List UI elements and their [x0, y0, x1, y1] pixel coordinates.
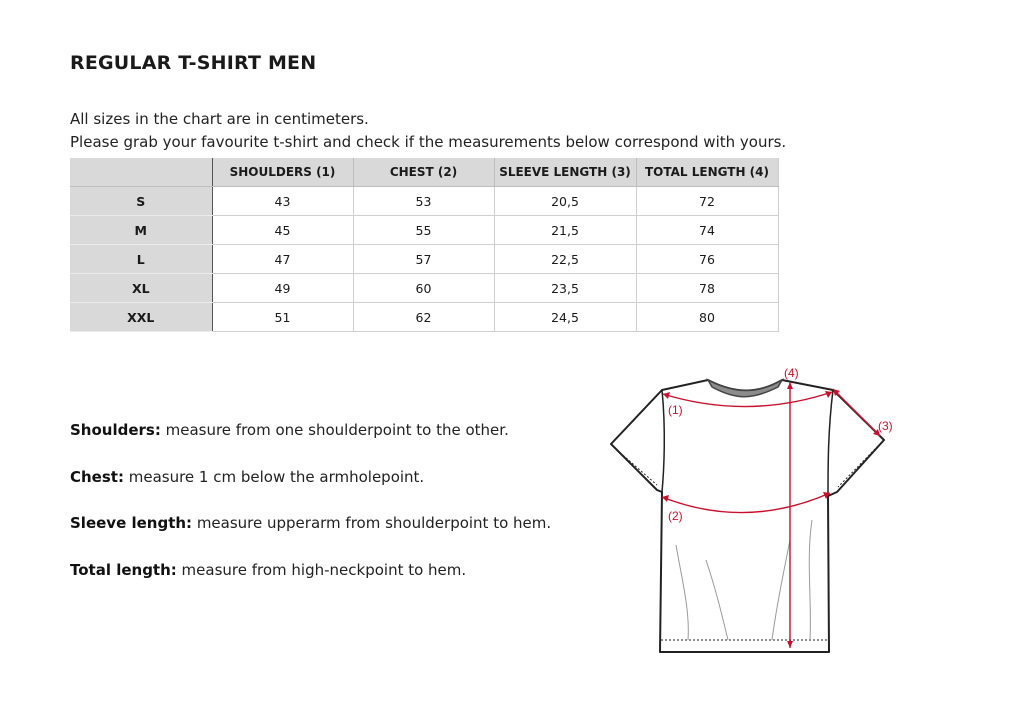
definition-term: Shoulders: [70, 421, 161, 439]
table-cell: 57 [353, 245, 494, 274]
table-cell: 21,5 [494, 216, 636, 245]
intro-line-1: All sizes in the chart are in centimeters. [70, 110, 369, 128]
table-header-row [70, 158, 778, 187]
chest-label: (2) [668, 509, 683, 523]
shoulders-label: (1) [668, 403, 683, 417]
length-label: (4) [784, 366, 799, 380]
definition-shoulders [70, 421, 590, 468]
sleeve-label: (3) [878, 419, 893, 433]
table-cell: 74 [636, 216, 778, 245]
table-cell: 55 [353, 216, 494, 245]
table-cell: 53 [353, 187, 494, 216]
table-cell: 43 [212, 187, 353, 216]
table-cell: 23,5 [494, 274, 636, 303]
table-cell: 78 [636, 274, 778, 303]
intro-text [70, 108, 786, 154]
size-label: XL [70, 274, 212, 303]
table-cell: 20,5 [494, 187, 636, 216]
table-cell: 49 [212, 274, 353, 303]
definition-term: Total length: [70, 560, 177, 579]
definition-sleeve-length [70, 514, 590, 561]
definition-text: measure 1 cm below the armholepoint. [123, 467, 425, 486]
table-cell: 62 [353, 303, 494, 332]
table-cell: 60 [353, 274, 494, 303]
definition-text: measure from high-neckpoint to hem. [176, 560, 467, 579]
table-cell: 76 [636, 245, 778, 274]
table-row [70, 187, 778, 216]
size-label: L [70, 245, 212, 274]
definition-text: measure from one shoulderpoint to the other. [160, 421, 509, 439]
size-label: M [70, 216, 212, 245]
table-row [70, 245, 778, 274]
table-cell: 51 [212, 303, 353, 332]
table-row [70, 303, 778, 332]
definition-total-length [70, 561, 590, 608]
table-header-sleeve-length: SLEEVE LENGTH (3) [494, 158, 636, 187]
table-header-chest: CHEST (2) [353, 158, 494, 187]
table-cell: 80 [636, 303, 778, 332]
table-header-shoulders: SHOULDERS (1) [212, 158, 353, 187]
table-cell: 24,5 [494, 303, 636, 332]
table-cell: 47 [212, 245, 353, 274]
table-header-total-length: TOTAL LENGTH (4) [636, 158, 778, 187]
definition-text: measure upperarm from shoulderpoint to hem. [192, 514, 552, 532]
intro-line-2: Please grab your favourite t-shirt and check if the measurements below correspond with yours. [70, 133, 787, 151]
size-label: S [70, 187, 212, 216]
table-row [70, 274, 778, 303]
measurement-definitions [70, 421, 590, 607]
definition-term: Sleeve length: [70, 514, 193, 532]
definition-chest [70, 468, 590, 515]
table-header-corner [70, 158, 212, 187]
tshirt-measurement-diagram [600, 360, 900, 660]
tshirt-outline-icon [611, 380, 884, 652]
table-row [70, 216, 778, 245]
table-cell: 22,5 [494, 245, 636, 274]
table-cell: 72 [636, 187, 778, 216]
definition-term: Chest: [70, 467, 124, 486]
page-title: REGULAR T-SHIRT MEN [70, 52, 317, 74]
size-label: XXL [70, 303, 212, 332]
table-cell: 45 [212, 216, 353, 245]
size-chart-table [70, 158, 779, 332]
